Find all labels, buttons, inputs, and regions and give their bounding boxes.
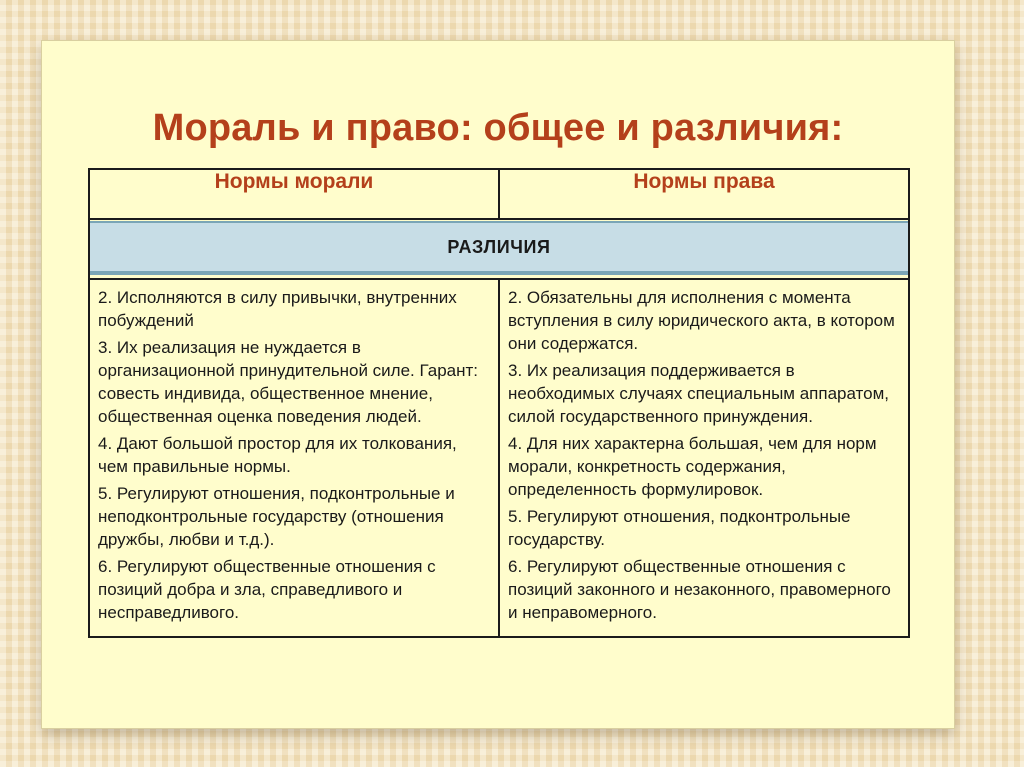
section-band-differences — [90, 221, 908, 275]
column-header-morality: Нормы морали — [89, 169, 499, 219]
section-band-cell — [89, 219, 909, 279]
comparison-table — [88, 168, 910, 638]
morality-norms-cell — [89, 279, 499, 637]
slide — [42, 41, 954, 728]
slide-title: Мораль и право: общее и различия: — [152, 107, 844, 149]
section-label: РАЗЛИЧИЯ — [447, 236, 551, 257]
list-item: 5. Регулируют отношения, подконтрольные и неподконтрольные государству (отношения дружбы, любви и т.д.). — [98, 484, 455, 549]
list-item: 4. Для них характерна большая, чем для норм морали, конкретность содержания, определенность формулировок. — [508, 434, 877, 499]
list-item: 6. Регулируют общественные отношения с позиций добра и зла, справедливого и несправедливого. — [98, 557, 436, 622]
list-item: 4. Дают большой простор для их толкования, чем правильные нормы. — [98, 434, 457, 476]
list-item: 2. Обязательны для исполнения с момента вступления в силу юридического акта, в котором они содержатся. — [508, 288, 895, 353]
section-row — [89, 219, 909, 279]
list-item: 2. Исполняются в силу привычки, внутренних побуждений — [98, 288, 457, 330]
column-header-law: Нормы права — [499, 169, 909, 219]
list-item: 5. Регулируют отношения, подконтрольные государству. — [508, 507, 851, 549]
body-row — [89, 279, 909, 637]
list-item: 6. Регулируют общественные отношения с позиций законного и незаконного, правомерного и неправомерного. — [508, 557, 891, 622]
header-row — [89, 169, 909, 219]
list-item: 3. Их реализация поддерживается в необходимых случаях специальным аппаратом, силой государственного принуждения. — [508, 361, 890, 426]
law-norms-cell — [499, 279, 909, 637]
list-item: 3. Их реализация не нуждается в организационной принудительной силе. Гарант: совесть индивида, общественное мнение, общественная оценка поведения людей. — [98, 338, 479, 426]
